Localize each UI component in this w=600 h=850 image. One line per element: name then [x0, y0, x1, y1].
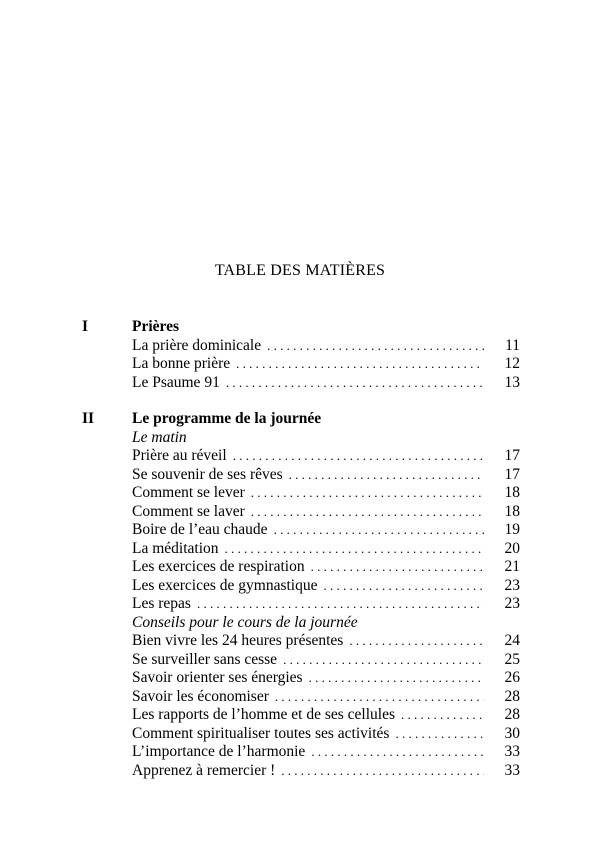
- section-heading: Le programme de la journée: [132, 410, 322, 427]
- toc-entry[interactable]: [82, 651, 520, 670]
- toc-entry-title: Savoir orienter ses énergies: [132, 669, 303, 686]
- toc-entry[interactable]: [82, 577, 520, 596]
- toc-entry-page: 26: [504, 669, 520, 686]
- toc-entry-page: 20: [504, 539, 520, 557]
- toc-entry-title: Les rapports de l’homme et de ses cellules: [132, 706, 395, 723]
- dot-leader: [311, 743, 484, 762]
- toc-entry-title: La prière dominicale: [132, 336, 262, 354]
- toc-entry-page: 23: [504, 576, 520, 594]
- toc-entry[interactable]: [82, 503, 520, 522]
- toc-entry-page: 33: [504, 743, 520, 760]
- section-heading-row: [82, 410, 520, 429]
- toc-entry[interactable]: [82, 466, 520, 485]
- toc-entry[interactable]: [82, 706, 520, 725]
- dot-leader: [324, 577, 485, 596]
- toc-entry-page: 28: [504, 687, 520, 705]
- toc-entry[interactable]: [82, 595, 520, 614]
- toc-entry[interactable]: [82, 355, 520, 374]
- dot-leader: [281, 762, 484, 781]
- toc-entry[interactable]: [82, 669, 520, 688]
- toc-entry-title: Le Psaume 91: [132, 373, 220, 391]
- toc-entry-page: 28: [504, 706, 520, 723]
- toc-entry-page: 21: [504, 558, 520, 575]
- dot-leader: [289, 466, 484, 485]
- toc-entry[interactable]: [82, 632, 520, 651]
- subheading-row: [82, 614, 520, 633]
- section-heading-row: [82, 318, 520, 337]
- subheading-row: [82, 429, 520, 448]
- toc-section-2: [82, 410, 520, 780]
- toc-entry-page: 25: [504, 650, 520, 668]
- dot-leader: [395, 725, 484, 744]
- section-heading: Prières: [132, 318, 180, 335]
- toc-entry-page: 18: [504, 484, 520, 501]
- dot-leader: [233, 447, 484, 466]
- section-numeral: I: [82, 318, 89, 335]
- section-numeral: II: [82, 410, 95, 427]
- dot-leader: [274, 521, 484, 540]
- toc-entry[interactable]: [82, 762, 520, 781]
- toc-entry[interactable]: [82, 374, 520, 393]
- dot-leader: [401, 706, 484, 725]
- toc-entry-page: 23: [504, 595, 520, 612]
- toc-entry-page: 17: [504, 465, 520, 483]
- dot-leader: [349, 632, 484, 651]
- dot-leader: [197, 595, 484, 614]
- dot-leader: [236, 355, 484, 374]
- toc-entry-title: Les repas: [132, 595, 191, 612]
- toc-entry[interactable]: [82, 337, 520, 356]
- dot-leader: [226, 374, 484, 393]
- toc-entry[interactable]: [82, 725, 520, 744]
- toc-entry-title: Prière au réveil: [132, 447, 227, 464]
- toc-entry-page: 24: [504, 632, 520, 649]
- dot-leader: [309, 669, 484, 688]
- toc-entry-title: L’importance de l’harmonie: [132, 743, 306, 760]
- toc-entry-title: La bonne prière: [132, 355, 231, 372]
- toc-entry-page: 12: [504, 355, 520, 372]
- toc-entry-page: 13: [504, 373, 520, 391]
- dot-leader: [251, 484, 484, 503]
- toc-entry-title: Boire de l’eau chaude: [132, 521, 268, 538]
- toc-entry-page: 19: [504, 521, 520, 538]
- toc-entry-title: Les exercices de respiration: [132, 558, 305, 575]
- toc-entry-title: Comment se lever: [132, 484, 245, 501]
- dot-leader: [267, 337, 484, 356]
- toc-entry-title: Les exercices de gymnastique: [132, 576, 318, 594]
- toc-entry[interactable]: [82, 540, 520, 559]
- toc-entry-page: 17: [504, 447, 520, 464]
- toc-entry-title: Comment spiritualiser toutes ses activités: [132, 724, 390, 742]
- toc-entry-title: Savoir les économiser: [132, 687, 269, 705]
- toc-entry-page: 11: [505, 336, 520, 354]
- toc-entry-title: Se surveiller sans cesse: [132, 650, 278, 668]
- toc-entry[interactable]: [82, 558, 520, 577]
- dot-leader: [311, 558, 484, 577]
- toc-entry[interactable]: [82, 484, 520, 503]
- toc-entry-title: La méditation: [132, 539, 219, 557]
- toc-entry[interactable]: [82, 743, 520, 762]
- subheading-day-advice: Conseils pour le cours de la journée: [132, 613, 358, 631]
- subheading-morning: Le matin: [132, 428, 187, 446]
- toc-entry-page: 18: [504, 502, 520, 520]
- dot-leader: [251, 503, 484, 522]
- toc-entry-title: Bien vivre les 24 heures présentes: [132, 632, 344, 649]
- toc-entry-title: Apprenez à remercier !: [132, 761, 276, 779]
- toc-entry-page: 33: [504, 761, 520, 779]
- toc-section-1: [82, 318, 520, 392]
- toc-entry-page: 30: [504, 724, 520, 742]
- toc-entry[interactable]: [82, 688, 520, 707]
- page-title: TABLE DES MATIÈRES: [214, 262, 386, 279]
- toc-entry[interactable]: [82, 521, 520, 540]
- toc-entry[interactable]: [82, 447, 520, 466]
- toc-entry-title: Se souvenir de ses rêves: [132, 465, 283, 483]
- dot-leader: [225, 540, 484, 559]
- dot-leader: [275, 688, 484, 707]
- dot-leader: [283, 651, 484, 670]
- toc-entry-title: Comment se laver: [132, 502, 245, 520]
